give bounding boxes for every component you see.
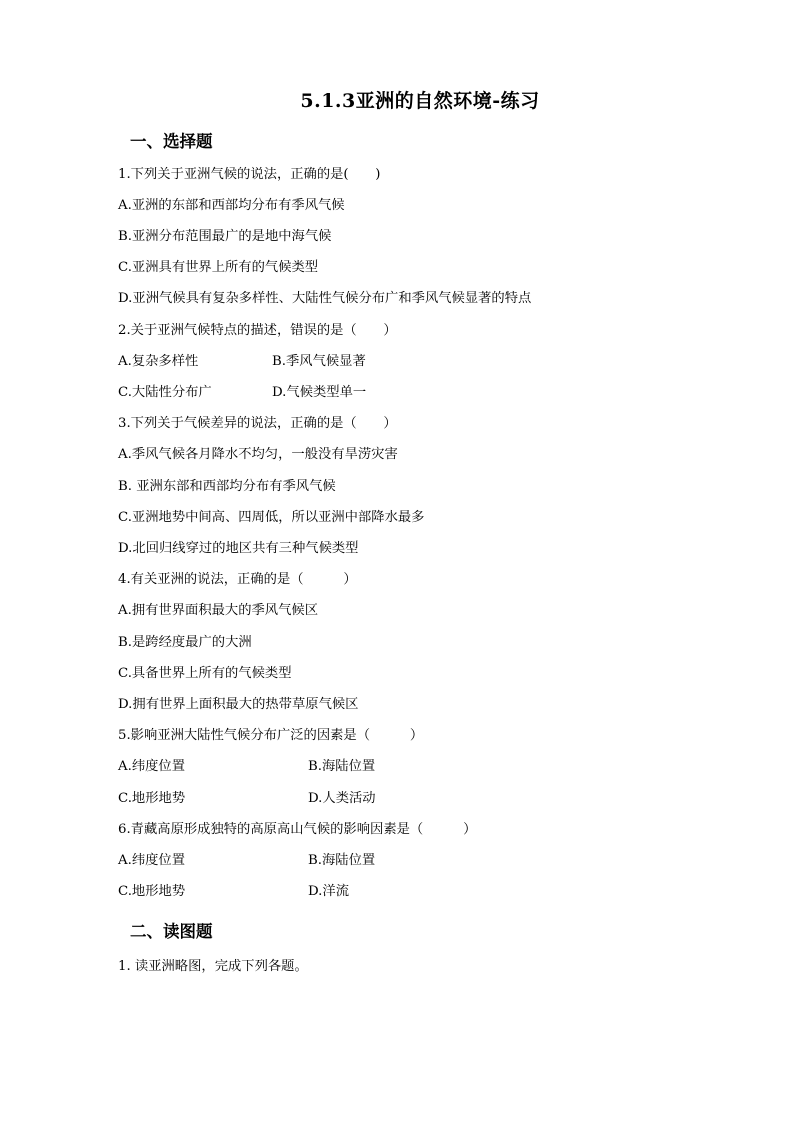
section-heading-choice: 一、选择题 — [130, 132, 213, 151]
question-5-option-d: D.人类活动 — [308, 791, 376, 806]
question-5-option-a: A.纬度位置 — [118, 759, 186, 774]
question-2-option-d: D.气候类型单一 — [272, 385, 367, 400]
question-4-option-c: C.具备世界上所有的气候类型 — [118, 666, 292, 681]
question-3-option-a: A.季风气候各月降水不均匀，一般没有旱涝灾害 — [118, 447, 398, 462]
question-3-option-b: B. 亚洲东部和西部均分布有季风气候 — [118, 479, 336, 494]
question-1-option-c: C.亚洲具有世界上所有的气候类型 — [118, 260, 319, 275]
map-question-1-stem: 1. 读亚洲略图，完成下列各题。 — [118, 959, 308, 974]
question-6-stem: 6.青藏高原形成独特的高原高山气候的影响因素是（ ） — [118, 822, 477, 837]
page-title: 5.1.3亚洲的自然环境-练习 — [300, 90, 540, 112]
question-6-option-c: C.地形地势 — [118, 884, 186, 899]
question-2-stem: 2.关于亚洲气候特点的描述，错误的是（ ） — [118, 323, 397, 338]
question-4-option-a: A.拥有世界面积最大的季风气候区 — [118, 603, 318, 618]
question-2-option-c: C.大陆性分布广 — [118, 385, 212, 400]
question-4-option-d: D.拥有世界上面积最大的热带草原气候区 — [118, 697, 359, 712]
question-1-option-b: B.亚洲分布范围最广的是地中海气候 — [118, 229, 332, 244]
question-6-option-d: D.洋流 — [308, 884, 350, 899]
question-2-option-b: B.季风气候显著 — [272, 354, 366, 369]
question-5-stem: 5.影响亚洲大陆性气候分布广泛的因素是（ ） — [118, 728, 424, 743]
question-5-option-b: B.海陆位置 — [308, 759, 376, 774]
question-4-stem: 4.有关亚洲的说法，正确的是（ ） — [118, 572, 357, 587]
question-4-option-b: B.是跨经度最广的大洲 — [118, 635, 252, 650]
question-3-option-c: C.亚洲地势中间高、四周低，所以亚洲中部降水最多 — [118, 510, 425, 525]
section-heading-map-reading: 二、读图题 — [130, 922, 213, 941]
question-1-option-d: D.亚洲气候具有复杂多样性、大陆性气候分布广和季风气候显著的特点 — [118, 291, 532, 306]
question-3-stem: 3.下列关于气候差异的说法，正确的是（ ） — [118, 416, 397, 431]
question-6-option-b: B.海陆位置 — [308, 853, 376, 868]
question-5-option-c: C.地形地势 — [118, 791, 186, 806]
question-1-stem: 1.下列关于亚洲气候的说法，正确的是( ) — [118, 167, 381, 182]
question-2-option-a: A.复杂多样性 — [118, 354, 199, 369]
question-6-option-a: A.纬度位置 — [118, 853, 186, 868]
question-3-option-d: D.北回归线穿过的地区共有三种气候类型 — [118, 541, 359, 556]
question-1-option-a: A.亚洲的东部和西部均分布有季风气候 — [118, 198, 345, 213]
